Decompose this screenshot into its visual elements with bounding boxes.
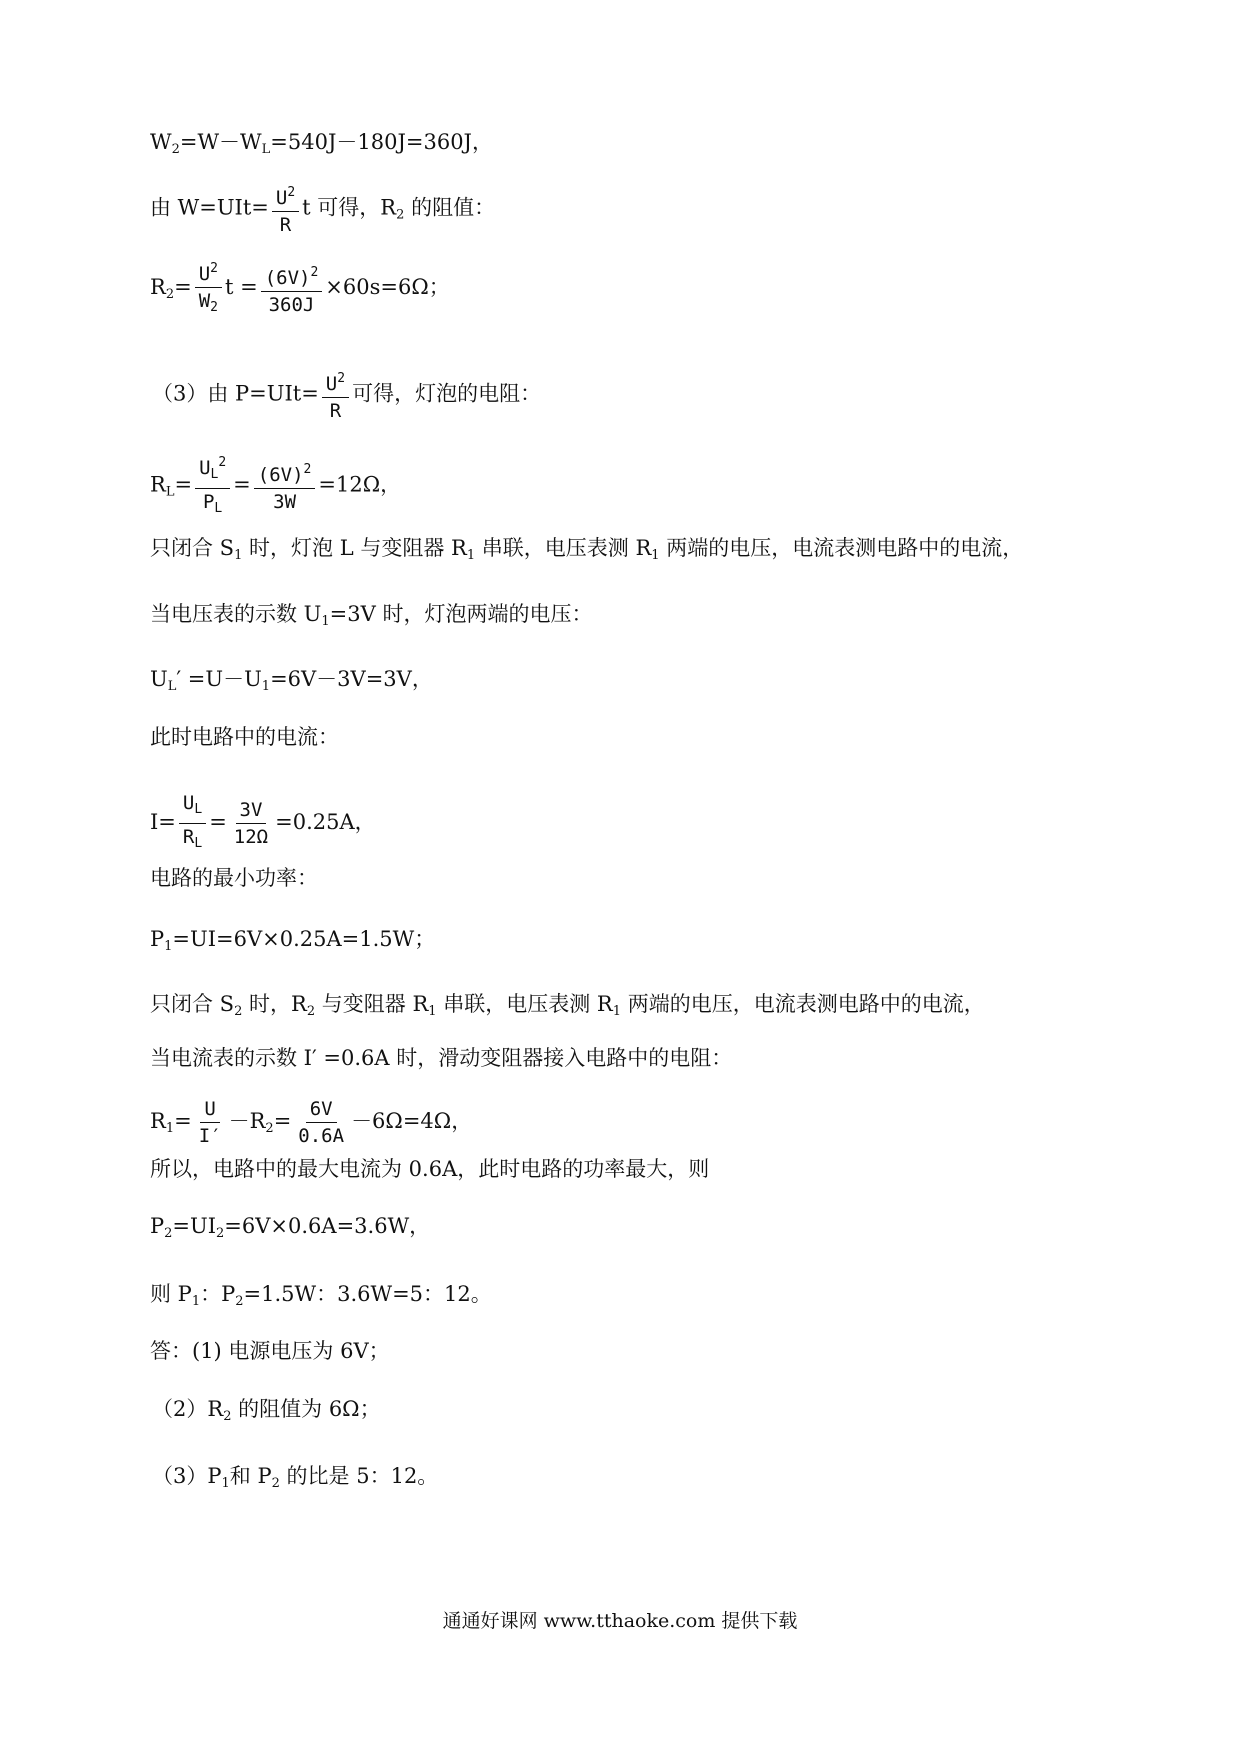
text: （3）P — [152, 1464, 222, 1488]
text: －6Ω=4Ω， — [351, 1109, 473, 1133]
text: t = — [224, 275, 258, 299]
fraction — [294, 1096, 348, 1149]
text: （3）由 P=UIt= — [152, 381, 319, 406]
text: 电路的最小功率： — [150, 866, 318, 890]
text: =3V 时，灯泡两端的电压： — [329, 602, 593, 626]
text: 两端的电压，电流表测电路中的电流， — [621, 992, 985, 1016]
text: =6V×0.6A=3.6W， — [224, 1214, 431, 1238]
subscript: 1 — [428, 1004, 437, 1019]
text-max-current — [150, 1155, 709, 1183]
text-voltmeter-reading — [150, 600, 592, 636]
text: 串联，电压表测 R — [475, 536, 652, 560]
denominator: R — [329, 400, 342, 422]
subscript: 2 — [265, 1121, 274, 1136]
text: = — [174, 275, 192, 299]
subscript: 1 — [321, 614, 330, 629]
superscript: 2 — [337, 371, 346, 386]
text: 可得，灯泡的电阻： — [352, 381, 542, 406]
subscript: 2 — [271, 1476, 280, 1491]
subscript: 2 — [164, 1226, 173, 1241]
subscript: L — [261, 142, 271, 157]
text: 由 W=UIt= — [150, 195, 269, 220]
subscript: 2 — [223, 1409, 232, 1424]
text: R — [150, 472, 166, 497]
numerator: 3V — [236, 797, 267, 824]
text: =6V－3V=3V， — [270, 667, 433, 691]
subscript: 2 — [171, 142, 180, 157]
superscript: 2 — [218, 455, 227, 470]
text: =W－W — [179, 130, 262, 154]
eq-ratio — [150, 1280, 492, 1316]
fraction — [322, 366, 349, 424]
numerator: U — [275, 187, 288, 209]
text: 的比是 5：12。 — [279, 1464, 439, 1488]
text: =1.5W：3.6W=5：12。 — [243, 1282, 492, 1306]
superscript: 2 — [287, 185, 296, 200]
text: 答：(1) 电源电压为 6V； — [150, 1339, 390, 1363]
subscript: 1 — [466, 548, 476, 563]
subscript: 1 — [651, 548, 660, 563]
denominator: W — [198, 290, 211, 312]
text: = — [273, 1109, 292, 1133]
text: 时，R — [242, 992, 307, 1016]
text: t 可得，R — [302, 195, 397, 220]
text: U — [150, 667, 168, 691]
subscript: 1 — [221, 1476, 230, 1491]
answer-2 — [152, 1395, 381, 1431]
text-close-s1 — [150, 534, 1023, 570]
eq-p1 — [150, 925, 435, 961]
subscript: 2 — [306, 1004, 316, 1019]
numerator: (6V) — [264, 266, 311, 289]
eq-r1 — [150, 1096, 472, 1149]
eq-ul — [150, 665, 433, 701]
numerator: U — [325, 373, 338, 395]
text: =12Ω， — [318, 472, 402, 497]
text: －R — [228, 1109, 266, 1133]
superscript: 2 — [210, 261, 218, 276]
subscript: 1 — [234, 548, 243, 563]
answer-3 — [152, 1462, 438, 1498]
fraction — [254, 457, 316, 515]
text-min-power-label — [150, 864, 318, 892]
numerator: U — [198, 263, 211, 285]
denominator: P — [202, 491, 215, 513]
text: P — [150, 927, 165, 951]
text: R — [150, 1109, 166, 1133]
text-current-label — [150, 723, 339, 751]
text: 所以，电路中的最大电流为 0.6A，此时电路的功率最大，则 — [150, 1157, 710, 1181]
subscript: L — [210, 467, 219, 482]
denominator: 360J — [268, 293, 315, 316]
text: 串联，电压表测 R — [436, 992, 613, 1016]
subscript: 2 — [234, 1004, 243, 1019]
subscript: 1 — [612, 1004, 622, 1019]
text: 则 P — [150, 1282, 192, 1306]
text: ′ =U－U — [176, 667, 262, 691]
fraction — [179, 790, 206, 857]
superscript: 2 — [310, 264, 319, 280]
text: ：P — [200, 1282, 236, 1306]
text: = — [174, 472, 193, 497]
fraction — [195, 450, 230, 522]
text: 的阻值： — [404, 195, 496, 220]
subscript: 1 — [261, 679, 271, 694]
text: = — [233, 472, 251, 497]
subscript: L — [167, 679, 177, 694]
text: 此时电路中的电流： — [150, 725, 339, 749]
text: I= — [150, 810, 176, 834]
text: W — [150, 130, 172, 154]
answer-1 — [150, 1337, 390, 1365]
footer-watermark: 通通好课网 www.tthaoke.com 提供下载 — [442, 1610, 798, 1632]
subscript: 2 — [210, 300, 218, 315]
text: 两端的电压，电流表测电路中的电流， — [659, 536, 1024, 560]
subscript: 2 — [396, 207, 405, 223]
denominator: 3W — [273, 491, 297, 513]
text: 时，灯泡 L 与变阻器 R — [242, 536, 467, 560]
text: =0.25A， — [275, 810, 376, 834]
eq-p-formula — [152, 366, 541, 424]
numerator: U — [182, 792, 195, 814]
numerator: 6V — [306, 1096, 337, 1123]
subscript: L — [194, 836, 203, 851]
text: 的阻值为 6Ω； — [231, 1397, 381, 1421]
denominator: R — [182, 826, 195, 848]
text: =540J－180J=360J， — [270, 130, 493, 154]
numerator: U — [200, 1096, 219, 1123]
eq-rl — [150, 450, 401, 522]
text: 只闭合 S — [150, 992, 235, 1016]
eq-current — [150, 790, 376, 857]
subscript: 2 — [165, 287, 175, 302]
text: =UI — [172, 1214, 217, 1238]
text: R — [150, 275, 166, 299]
text-ammeter-reading — [150, 1044, 732, 1072]
numerator: (6V) — [257, 464, 304, 486]
text: = — [209, 810, 227, 834]
fraction — [272, 180, 299, 238]
text: 当电压表的示数 U — [150, 602, 322, 626]
text: （2）R — [152, 1397, 224, 1421]
eq-p2 — [150, 1212, 430, 1248]
denominator: R — [279, 214, 292, 236]
fraction — [195, 256, 222, 321]
subscript: L — [214, 501, 223, 516]
text: 和 P — [229, 1464, 272, 1488]
eq-r2 — [150, 256, 450, 321]
text: P — [150, 1214, 165, 1238]
text: 当电流表的示数 I′ =0.6A 时，滑动变阻器接入电路中的电阻： — [150, 1046, 733, 1070]
fraction — [261, 260, 323, 318]
denominator: I′ — [198, 1125, 222, 1147]
denominator: 12Ω — [233, 826, 269, 848]
numerator: U — [199, 457, 211, 479]
fraction — [230, 797, 272, 850]
text: = — [174, 1109, 192, 1133]
subscript: 2 — [235, 1294, 244, 1309]
subscript: L — [194, 802, 203, 817]
subscript: 1 — [165, 1121, 175, 1136]
superscript: 2 — [303, 462, 312, 477]
eq-w2 — [150, 128, 493, 164]
text-close-s2 — [150, 990, 985, 1026]
subscript: 1 — [191, 1294, 201, 1309]
text: 与变阻器 R — [315, 992, 429, 1016]
text: ×60s=6Ω； — [325, 275, 450, 299]
fraction — [195, 1096, 226, 1149]
subscript: 1 — [164, 939, 173, 954]
eq-w-formula — [150, 180, 495, 238]
text: =UI=6V×0.25A=1.5W； — [172, 927, 436, 951]
text: 只闭合 S — [150, 536, 235, 560]
subscript: L — [165, 484, 175, 500]
subscript: 2 — [216, 1226, 225, 1241]
denominator: 0.6A — [298, 1125, 345, 1147]
